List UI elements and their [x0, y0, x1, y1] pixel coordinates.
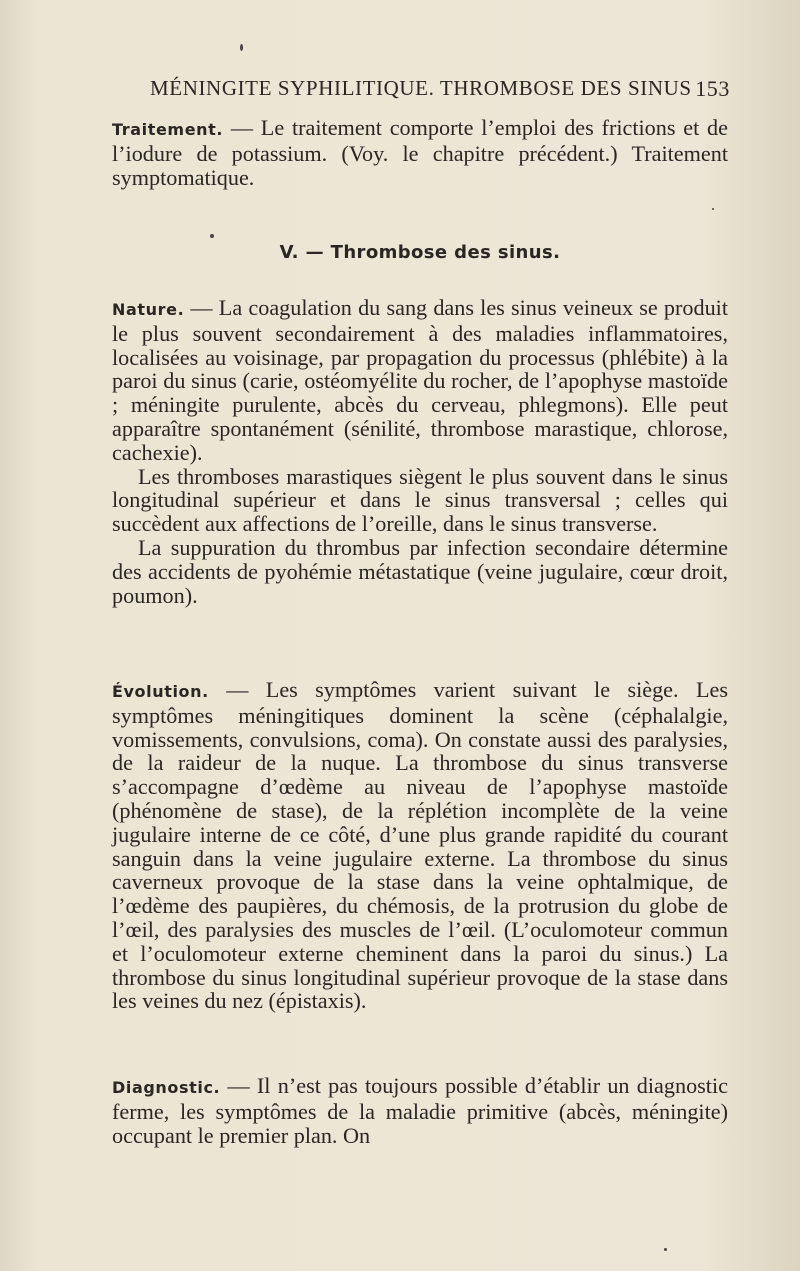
nature-paragraph-3: La suppuration du thrombus par infection secondaire détermine des accidents de pyohémie métastatique (veine jugulaire, cœur droit, poumon).: [112, 534, 728, 608]
evolution-text: — Les symptômes varient suivant le siège. Les symptômes méningitiques dominent la scène (céphalalgie, vomissements, convulsions, coma). On constate aussi des paralysies, de la raideur de la nuque. La thrombose du sinus transverse s’accompagne d’œdème au niveau de l’apophyse mastoïde (phénomène de stase), de la réplétion incomplète de la veine jugulaire interne de ce côté, d’une plus grande rapidité du courant sanguin dans la veine jugulaire externe. La thrombose du sinus caverneux provoque de la stase dans la veine ophtalmique, de l’œdème des paupières, du chémosis, de la protrusion du globe de l’œil, des paralysies des muscles de l’œil. (L’oculomoteur commun et l’oculomoteur externe cheminent dans la paroi du sinus.) La thrombose du sinus longitudinal supérieur provoque de la stase dans les veines du nez (épistaxis).: [112, 677, 728, 1014]
nature-text: — La coagulation du sang dans les sinus veineux se produit le plus souvent secondairement à des maladies inflammatoires, localisées au voisinage, par propagation du processus (phlébite) à la paroi du sinus (carie, ostéomyélite du rocher, de l’apophyse mastoïde ; méningite purulente, abcès du cerveau, phlegmons). Elle peut apparaître spontanément (sénilité, thrombose marastique, chlorose, cachexie).: [112, 295, 728, 465]
nature-lead: Nature.: [112, 300, 185, 319]
diagnostic-section: [112, 1074, 728, 1147]
ink-speck: [210, 234, 214, 238]
traitement-lead: Traitement.: [112, 120, 224, 139]
diagnostic-paragraph: [112, 1074, 728, 1147]
ink-speck: [712, 208, 714, 210]
nature-paragraph-2: Les thromboses marastiques siègent le plus souvent dans le sinus longitudinal supérieur et dans le sinus transversal ; celles qui succèdent aux affections de l’oreille, dans le sinus transverse.: [112, 463, 728, 537]
traitement-section: [112, 116, 728, 189]
ink-speck: [664, 1248, 667, 1251]
traitement-text: — Le traitement comporte l’emploi des frictions et de l’iodure de potassium. (Voy. le chapitre précédent.) Traitement symptomatique.: [112, 115, 728, 190]
nature-section: [112, 296, 728, 607]
evolution-section: [112, 678, 728, 1013]
running-title: MÉNINGITE SYPHILITIQUE. THROMBOSE DES SINUS: [150, 76, 692, 100]
diagnostic-text: — Il n’est pas toujours possible d’établir un diagnostic ferme, les symptômes de la maladie primitive (abcès, méningite) occupant le premier plan. On: [112, 1073, 728, 1148]
ink-speck: [240, 44, 243, 51]
running-header: [150, 76, 730, 102]
traitement-paragraph: [112, 116, 728, 189]
page-number: 153: [695, 76, 730, 101]
nature-paragraph: [112, 296, 728, 465]
evolution-lead: Évolution.: [112, 682, 209, 701]
section-title: V. — Thrombose des sinus.: [279, 242, 561, 263]
evolution-paragraph: [112, 678, 728, 1013]
diagnostic-lead: Diagnostic.: [112, 1078, 221, 1097]
